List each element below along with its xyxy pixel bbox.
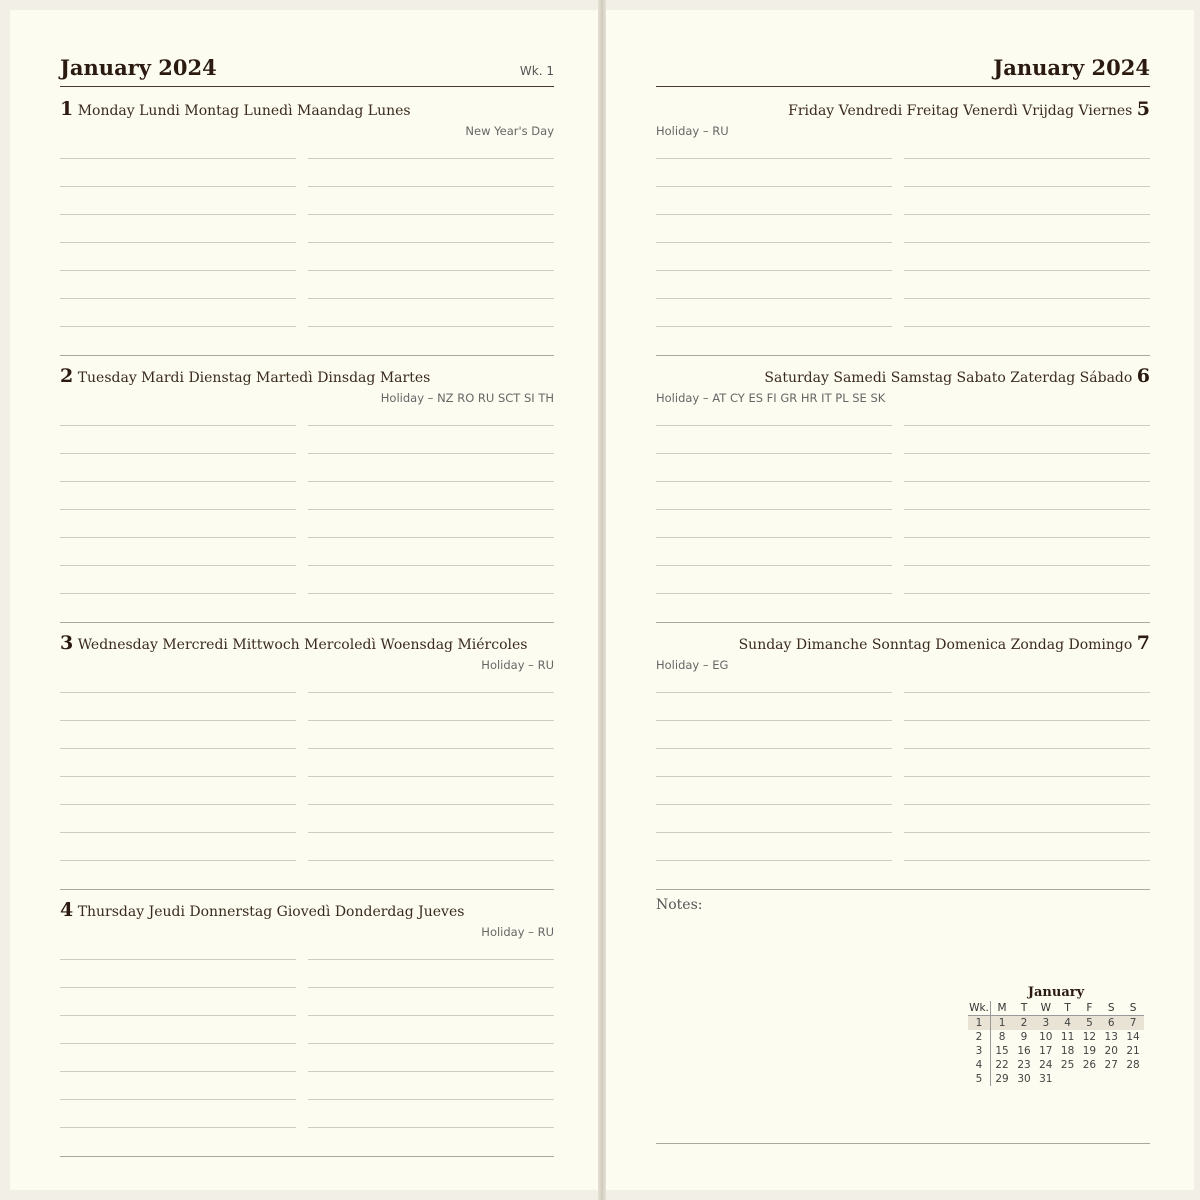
mini-calendar-header-cell: W [1035, 1001, 1057, 1016]
mini-calendar-day: 20 [1104, 1045, 1118, 1057]
ruled-line [904, 565, 1150, 566]
ruled-line [904, 298, 1150, 299]
ruled-line [308, 453, 554, 454]
ruled-line [656, 776, 892, 777]
ruled-line [60, 832, 296, 833]
mini-calendar-day: 30 [1017, 1073, 1031, 1085]
ruled-line [656, 720, 892, 721]
day-names: Saturday Samedi Samstag Sabato Zaterdag Sábado [764, 370, 1133, 386]
ruled-line [60, 270, 296, 271]
day-block-3 [60, 632, 554, 894]
ruled-line [308, 214, 554, 215]
day-separator-line [656, 889, 1150, 890]
ruled-line [60, 1043, 296, 1044]
ruled-line [308, 1015, 554, 1016]
ruled-line [308, 242, 554, 243]
ruled-line [60, 593, 296, 594]
ruled-line [60, 158, 296, 159]
mini-calendar-day [1079, 1072, 1101, 1086]
ruled-line [60, 860, 296, 861]
mini-calendar-header-cell: S [1100, 1001, 1122, 1016]
ruled-line [308, 1127, 554, 1128]
mini-calendar-week-number: 3 [968, 1044, 991, 1058]
ruled-line [60, 537, 296, 538]
mini-calendar-week-number: 5 [968, 1072, 991, 1086]
day-names: Thursday Jeudi Donnerstag Giovedì Donderdag Jueves [77, 904, 465, 920]
mini-calendar-day: 8 [998, 1031, 1006, 1043]
ruled-line [904, 186, 1150, 187]
day-note: Holiday – RU [481, 925, 554, 939]
day-note: Holiday – RU [656, 124, 729, 138]
day-note: Holiday – EG [656, 658, 729, 672]
mini-calendar-header-cell: T [1057, 1001, 1079, 1016]
ruled-line [656, 425, 892, 426]
ruled-line [60, 425, 296, 426]
ruled-line [308, 776, 554, 777]
mini-calendar-day: 27 [1104, 1059, 1118, 1071]
day-header [656, 632, 1150, 656]
ruled-line [904, 537, 1150, 538]
day-header [60, 632, 554, 656]
ruled-line [60, 481, 296, 482]
mini-calendar-week-row [968, 1030, 1144, 1044]
mini-calendar-day: 15 [995, 1045, 1009, 1057]
ruled-line [308, 326, 554, 327]
ruled-line [904, 453, 1150, 454]
ruled-line [308, 959, 554, 960]
ruled-line [60, 1099, 296, 1100]
day-number: 3 [60, 632, 74, 654]
ruled-line [308, 593, 554, 594]
day-number: 4 [60, 899, 74, 921]
ruled-line [656, 214, 892, 215]
mini-calendar-day: 16 [1017, 1045, 1031, 1057]
mini-calendar-day: 3 [1035, 1016, 1057, 1031]
mini-calendar-day: 21 [1126, 1045, 1140, 1057]
mini-calendar-day: 2 [1013, 1016, 1035, 1031]
ruled-line [656, 186, 892, 187]
mini-calendar-day: 10 [1039, 1031, 1053, 1043]
ruled-line [308, 1043, 554, 1044]
ruled-line [656, 509, 892, 510]
mini-calendar-week-row [968, 1058, 1144, 1072]
ruled-line [904, 481, 1150, 482]
day-block-1 [60, 98, 554, 360]
mini-calendar-week-number: 4 [968, 1058, 991, 1072]
ruled-line [308, 1099, 554, 1100]
day-separator-line [656, 622, 1150, 623]
mini-calendar-day: 1 [991, 1016, 1014, 1031]
mini-calendar-week-row [968, 1016, 1144, 1031]
ruled-line [60, 1071, 296, 1072]
ruled-line [656, 158, 892, 159]
mini-calendar-day [1122, 1072, 1144, 1086]
mini-calendar-day [1100, 1072, 1122, 1086]
ruled-line [904, 593, 1150, 594]
ruled-line [60, 1015, 296, 1016]
mini-calendar-header-cell: S [1122, 1001, 1144, 1016]
day-names: Monday Lundi Montag Lunedì Maandag Lunes [77, 103, 411, 119]
ruled-line [60, 748, 296, 749]
day-names: Sunday Dimanche Sonntag Domenica Zondag Domingo [738, 637, 1133, 653]
ruled-line [308, 832, 554, 833]
ruled-line [60, 509, 296, 510]
mini-calendar-day: 22 [995, 1059, 1009, 1071]
ruled-line [60, 987, 296, 988]
day-block-6 [656, 365, 1150, 627]
ruled-line [308, 1071, 554, 1072]
day-block-4 [60, 899, 554, 1161]
ruled-line [904, 326, 1150, 327]
ruled-line [656, 537, 892, 538]
ruled-line [308, 158, 554, 159]
mini-calendar-day: 12 [1082, 1031, 1097, 1043]
mini-calendar-day: 18 [1060, 1045, 1075, 1057]
ruled-line [60, 453, 296, 454]
day-note: New Year's Day [465, 124, 554, 138]
day-number: 2 [60, 365, 74, 387]
ruled-line [656, 748, 892, 749]
ruled-line [656, 481, 892, 482]
ruled-line [904, 860, 1150, 861]
ruled-line [656, 242, 892, 243]
day-separator-line [60, 355, 554, 356]
day-number: 7 [1136, 632, 1150, 654]
mini-calendar-header-cell: Wk. [969, 1002, 989, 1014]
mini-calendar-day: 14 [1126, 1031, 1140, 1043]
ruled-line [308, 425, 554, 426]
mini-calendar-day: 13 [1104, 1031, 1118, 1043]
ruled-line [308, 298, 554, 299]
right-page-header [656, 56, 1150, 87]
mini-calendar-day: 25 [1060, 1059, 1075, 1071]
ruled-line [904, 509, 1150, 510]
ruled-line [308, 720, 554, 721]
mini-calendar-week-number: 1 [968, 1016, 991, 1031]
day-header [60, 98, 554, 122]
ruled-line [904, 692, 1150, 693]
mini-calendar-day: 24 [1039, 1059, 1053, 1071]
day-note: Holiday – RU [481, 658, 554, 672]
day-header [656, 365, 1150, 389]
mini-calendar-header-cell: T [1013, 1001, 1035, 1016]
left-page [10, 10, 598, 1190]
month-title: January 2024 [60, 55, 217, 80]
day-header [60, 365, 554, 389]
ruled-line [308, 565, 554, 566]
ruled-line [656, 270, 892, 271]
ruled-line [308, 481, 554, 482]
mini-calendar-week-row [968, 1044, 1144, 1058]
ruled-line [60, 720, 296, 721]
ruled-line [904, 270, 1150, 271]
ruled-line [60, 692, 296, 693]
ruled-line [904, 748, 1150, 749]
ruled-line [60, 1127, 296, 1128]
mini-calendar-day: 29 [995, 1073, 1009, 1085]
day-note: Holiday – NZ RO RU SCT SI TH [380, 391, 554, 405]
mini-calendar-day: 17 [1039, 1045, 1053, 1057]
mini-calendar-header-cell: F [1079, 1001, 1101, 1016]
ruled-line [656, 593, 892, 594]
ruled-line [904, 832, 1150, 833]
ruled-line [308, 509, 554, 510]
ruled-line [308, 537, 554, 538]
ruled-line [60, 242, 296, 243]
mini-calendar-day: 19 [1082, 1045, 1097, 1057]
notes-bottom-rule [656, 1143, 1150, 1144]
ruled-line [60, 959, 296, 960]
right-page [606, 10, 1194, 1190]
day-block-7 [656, 632, 1150, 894]
mini-calendar-day: 26 [1082, 1059, 1097, 1071]
ruled-line [308, 804, 554, 805]
ruled-line [656, 453, 892, 454]
ruled-line [308, 692, 554, 693]
ruled-line [308, 748, 554, 749]
ruled-line [904, 242, 1150, 243]
ruled-line [656, 298, 892, 299]
day-note: Holiday – AT CY ES FI GR HR IT PL SE SK [656, 391, 886, 405]
book-spine [598, 0, 606, 1200]
day-names: Friday Vendredi Freitag Venerdì Vrijdag Viernes [788, 103, 1133, 119]
ruled-line [904, 214, 1150, 215]
day-names: Wednesday Mercredi Mittwoch Mercoledì Woensdag Miércoles [77, 637, 528, 653]
ruled-line [904, 804, 1150, 805]
day-separator-line [60, 889, 554, 890]
mini-calendar-header-row [968, 1001, 1144, 1016]
mini-calendar-day: 5 [1079, 1016, 1101, 1031]
ruled-line [60, 804, 296, 805]
mini-calendar-day: 31 [1039, 1073, 1053, 1085]
ruled-line [656, 326, 892, 327]
day-separator-line [60, 622, 554, 623]
ruled-line [308, 987, 554, 988]
ruled-line [308, 270, 554, 271]
mini-calendar-day [1057, 1072, 1079, 1086]
ruled-line [308, 186, 554, 187]
mini-calendar-month: January [1027, 985, 1085, 1000]
day-number: 6 [1136, 365, 1150, 387]
ruled-line [904, 425, 1150, 426]
mini-calendar-day: 28 [1126, 1059, 1140, 1071]
day-block-5 [656, 98, 1150, 360]
ruled-line [60, 214, 296, 215]
day-block-2 [60, 365, 554, 627]
ruled-line [60, 298, 296, 299]
ruled-line [308, 860, 554, 861]
ruled-line [60, 186, 296, 187]
ruled-line [656, 692, 892, 693]
ruled-line [60, 326, 296, 327]
ruled-line [904, 776, 1150, 777]
ruled-line [60, 776, 296, 777]
mini-calendar-day: 7 [1122, 1016, 1144, 1031]
day-header [656, 98, 1150, 122]
ruled-line [656, 860, 892, 861]
mini-calendar-day: 4 [1057, 1016, 1079, 1031]
mini-calendar-day: 11 [1060, 1031, 1075, 1043]
mini-calendar-week-row [968, 1072, 1144, 1086]
mini-calendar [968, 985, 1144, 1086]
ruled-line [60, 565, 296, 566]
day-number: 5 [1136, 98, 1150, 120]
mini-calendar-grid [968, 1001, 1144, 1086]
mini-calendar-day: 9 [1020, 1031, 1028, 1043]
mini-calendar-day: 23 [1017, 1059, 1031, 1071]
week-label: Wk. 1 [519, 64, 554, 78]
ruled-line [904, 158, 1150, 159]
day-separator-line [656, 355, 1150, 356]
ruled-line [656, 832, 892, 833]
day-header [60, 899, 554, 923]
ruled-line [904, 720, 1150, 721]
ruled-line [656, 804, 892, 805]
mini-calendar-week-number: 2 [968, 1030, 991, 1044]
notes-label: Notes: [656, 897, 703, 913]
day-number: 1 [60, 98, 74, 120]
day-separator-line [60, 1156, 554, 1157]
mini-calendar-day: 6 [1100, 1016, 1122, 1031]
month-title: January 2024 [993, 55, 1150, 80]
ruled-line [656, 565, 892, 566]
left-page-header [60, 56, 554, 87]
day-names: Tuesday Mardi Dienstag Martedì Dinsdag Martes [77, 370, 431, 386]
mini-calendar-header-cell: M [991, 1001, 1014, 1016]
